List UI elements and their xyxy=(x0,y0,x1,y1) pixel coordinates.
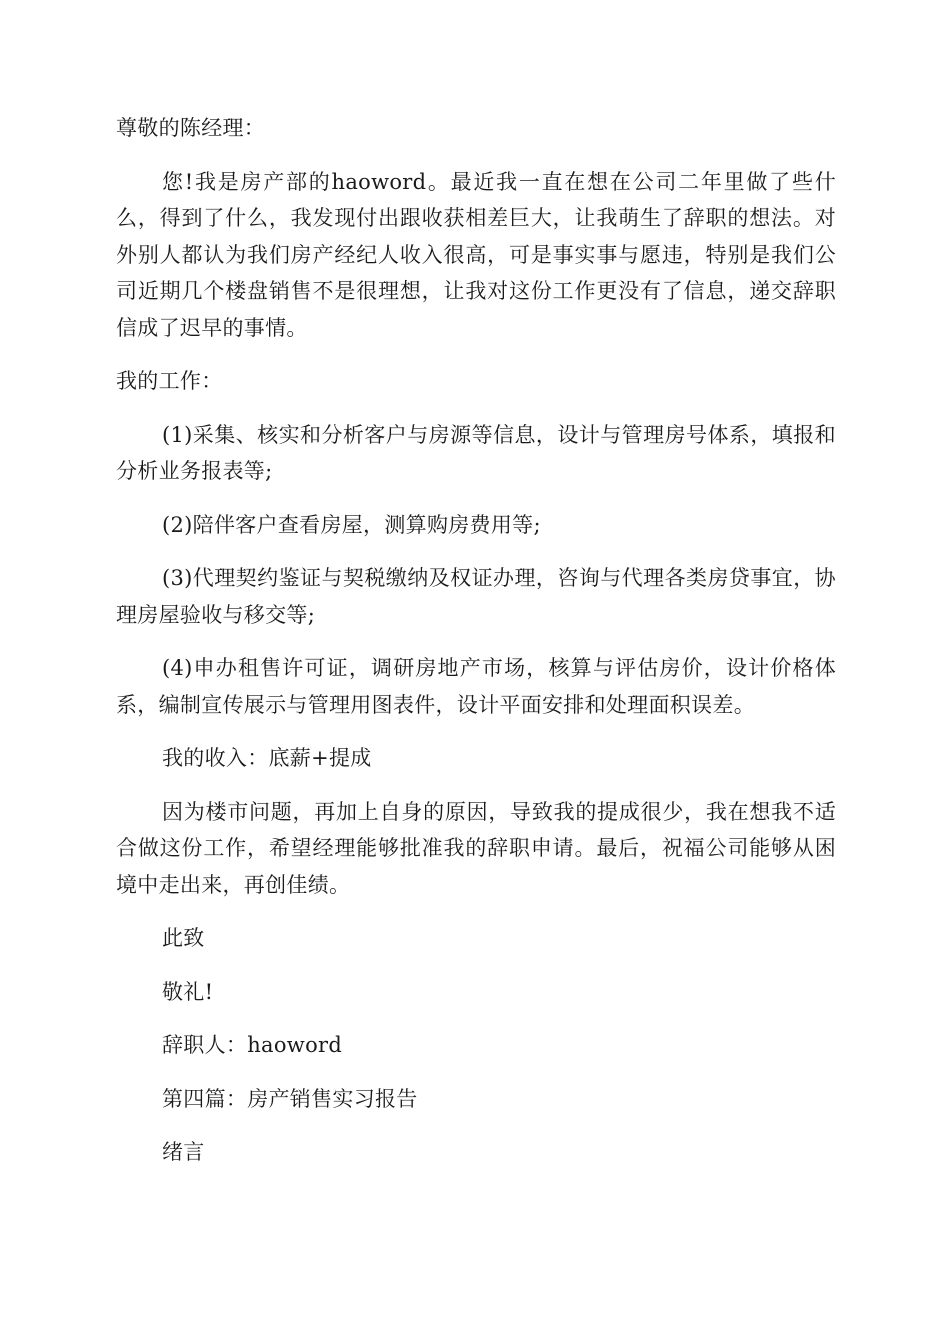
signature: 辞职人：haoword xyxy=(162,1033,343,1057)
work-item-2: (2)陪伴客户查看房屋，测算购房费用等; xyxy=(162,512,541,537)
closing-line-2: 敬礼! xyxy=(162,979,214,1004)
work-item-4: (4)申办租售许可证，调研房地产市场，核算与评估房价，设计价格体系，编制宣传展示与管理用图表件，设计平面安排和处理面积误差。 xyxy=(116,656,836,717)
document-page xyxy=(116,110,836,1171)
work-heading: 我的工作： xyxy=(116,369,223,393)
next-section-heading: 绪言 xyxy=(162,1140,205,1164)
reason-paragraph: 因为楼市问题，再加上自身的原因，导致我的提成很少，我在想我不适合做这份工作，希望经理能够批准我的辞职申请。最后，祝福公司能够从困境中走出来，再创佳绩。 xyxy=(116,799,836,897)
work-item-3: (3)代理契约鉴证与契税缴纳及权证办理，咨询与代理各类房贷事宜，协理房屋验收与移交等; xyxy=(116,566,836,627)
work-item-1: (1)采集、核实和分析客户与房源等信息，设计与管理房号体系，填报和分析业务报表等; xyxy=(116,422,836,483)
salutation: 尊敬的陈经理： xyxy=(116,116,266,140)
closing-line-1: 此致 xyxy=(162,926,205,950)
next-section-title: 第四篇：房产销售实习报告 xyxy=(162,1086,418,1111)
intro-paragraph: 您!我是房产部的haoword。最近我一直在想在公司二年里做了些什么，得到了什么，我发现付出跟收获相差巨大，让我萌生了辞职的想法。对外别人都认为我们房产经纪人收入很高，可是事实事与愿违，特别是我们公司近期几个楼盘销售不是很理想，让我对这份工作更没有了信息，递交辞职信成了迟早的事情。 xyxy=(116,169,836,340)
income-paragraph: 我的收入：底薪+提成 xyxy=(162,746,372,770)
